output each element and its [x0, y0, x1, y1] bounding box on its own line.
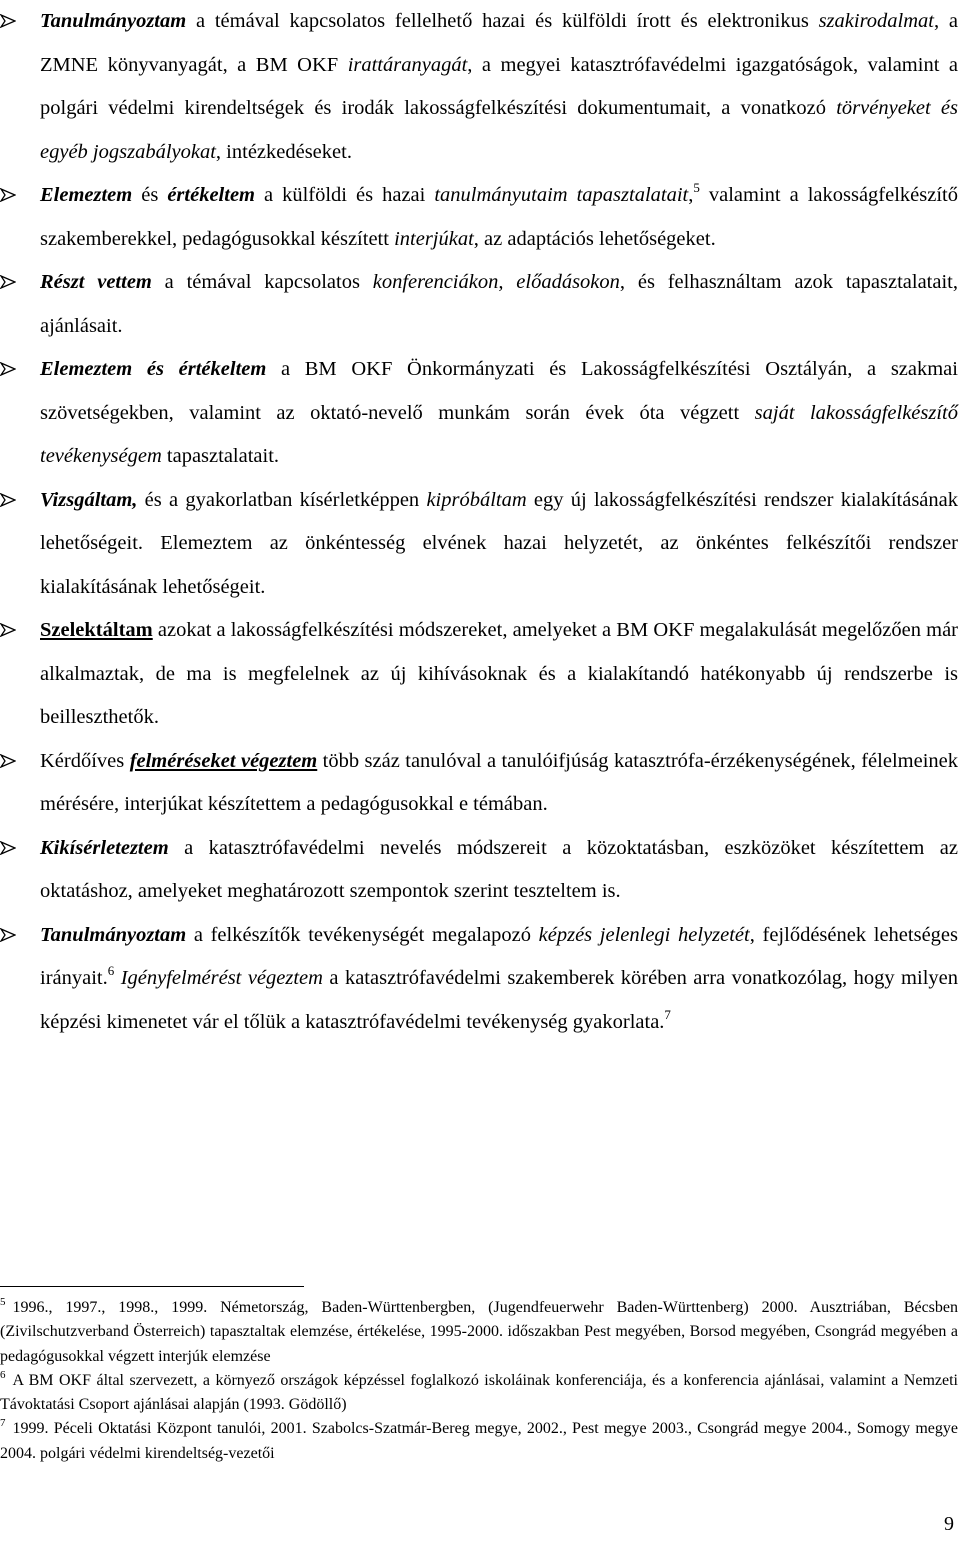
emphasis-text: interjúkat — [394, 227, 474, 250]
emphasis-text: Igényfelmérést végeztem — [120, 967, 323, 989]
emphasis-text: szakirodalmat — [818, 10, 934, 32]
emphasis-text: Elemeztem és értékeltem — [40, 358, 267, 380]
body-text: , az adaptációs lehetőségeket. — [473, 227, 716, 250]
body-text: és — [132, 184, 168, 206]
footnote — [0, 1296, 958, 1369]
emphasis-text: törvényeket és egyéb jogszabályokat — [40, 97, 958, 163]
emphasis-text: irattáranyagát — [347, 53, 468, 76]
page-number: 9 — [944, 1513, 954, 1535]
emphasis-text: konferenciákon, előadásokon — [372, 271, 620, 293]
body-text: a katasztrófavédelmi nevelés módszereit a közoktatásban, eszközöket készítettem az oktatáshoz, amelyeket meghatározott szempontok szerint teszteltem is. — [40, 836, 958, 902]
footnote-ref: 6 — [107, 963, 115, 978]
body-text: egy új lakosságfelkészítési rendszer kialakításának lehetőségeit. Elemeztem az önkéntesség elvének hazai helyzetét, az önkéntes felkészítői rendszer kialakításának lehetőségeit. — [40, 488, 958, 598]
footnote — [0, 1417, 958, 1466]
body-text: a külföldi és hazai — [254, 184, 435, 206]
emphasis-text: kipróbáltam — [426, 488, 527, 511]
list-item — [0, 827, 958, 914]
footnote-text: 1996., 1997., 1998., 1999. Németország, Baden-Württenbergben, (Jugendfeuerwehr Baden-Württenberg) 2000. Ausztriában, Bécsben (Zivilschutzverband Österreich) tapasztaltak elemzése, értékelése, 1995-2000. időszakban Pest megyében, Borsod megyében, Csongrád megyében a pedagógusokkal végzett interjúk elemzése — [0, 1299, 958, 1365]
emphasis-text: saját lakosságfelkészítő tevékenységem — [40, 401, 959, 467]
emphasis-text: felméréseket végeztem — [129, 749, 318, 772]
body-text: a témával kapcsolatos — [151, 271, 373, 293]
footnote-number: 6 — [0, 1368, 6, 1381]
list-item — [0, 740, 958, 827]
arrowhead-bullet-icon — [0, 609, 16, 653]
body-text: valamint a lakosságfelkészítő szakemberekkel, pedagógusokkal készített — [40, 184, 958, 250]
body-text: a felkészítők tevékenységét megalapozó — [186, 923, 539, 946]
arrowhead-bullet-icon — [0, 740, 16, 784]
body-text: , fejlődésének lehetséges irányait. — [40, 923, 958, 989]
footnote-text: 1999. Péceli Oktatási Központ tanulói, 2001. Szabolcs-Szatmár-Bereg megye, 2002., Pest megye 2003., Csongrád megye 2004., Somogy megye 2004. polgári védelmi kirendeltség-vezetői — [0, 1420, 958, 1462]
arrowhead-bullet-icon — [0, 479, 16, 523]
emphasis-text: Tanulmányoztam — [40, 923, 187, 946]
emphasis-text: tanulmányutaim tapasztalatait — [434, 184, 689, 206]
footnote-number: 7 — [0, 1417, 6, 1430]
arrowhead-bullet-icon — [0, 0, 16, 44]
footnote-separator — [0, 1286, 304, 1287]
emphasis-text: Vizsgáltam, — [40, 488, 138, 511]
body-text: és a gyakorlatban kísérletképpen — [137, 488, 427, 511]
body-text: több száz tanulóval a tanulóifjúság katasztrófa-érzékenységének, félelmeinek mérésére, interjúkat készítettem a pedagógusokkal e témában. — [40, 749, 958, 815]
body-text: , a megyei katasztrófavédelmi igazgatóságok, valamint a polgári védelmi kirendeltségek és irodák lakosságfelkészítési dokumentumait, a vonatkozó — [40, 53, 958, 119]
footnote-ref: 7 — [664, 1006, 671, 1022]
list-item — [0, 348, 958, 479]
body-text: Kérdőíves — [40, 749, 130, 772]
arrowhead-bullet-icon — [0, 261, 16, 305]
body-text: a BM OKF Önkormányzati és Lakosságfelkészítési Osztályán, a szakmai szövetségekben, valamint az oktató-nevelő munkám során évek óta végzett — [40, 358, 958, 424]
body-text: , a ZMNE könyvanyagát, a BM OKF — [40, 10, 958, 76]
list-item — [0, 261, 958, 348]
emphasis-text: értékeltem — [167, 184, 255, 206]
body-text: a témával kapcsolatos fellelhető hazai és külföldi írott és elektronikus — [186, 10, 819, 32]
list-item — [0, 174, 958, 261]
list-item — [0, 609, 958, 740]
body-text: a katasztrófavédelmi szakemberek körében arra vonatkozólag, hogy milyen képzési kimenetet vár el tőlük a katasztrófavédelmi tevékenység gyakorlata. — [40, 967, 958, 1033]
emphasis-text: Elemeztem — [40, 184, 133, 206]
footnote — [0, 1369, 958, 1418]
footnote-text: A BM OKF által szervezett, a környező országok képzéssel foglalkozó iskoláinak konferenciája, és a konferencia ajánlásai, valamint a Nemzeti Távoktatási Csoport ajánlásai alapján (1993. Gödöllő) — [0, 1371, 958, 1414]
footnote-ref: 5 — [693, 180, 700, 195]
emphasis-text: Részt vettem — [40, 271, 152, 293]
body-text: tapasztalatait. — [161, 445, 280, 467]
emphasis-text: Kikísérleteztem — [40, 836, 169, 859]
list-item — [0, 914, 958, 1045]
arrowhead-bullet-icon — [0, 174, 16, 218]
body-text: , és felhasználtam azok tapasztalatait, ajánlásait. — [40, 271, 958, 337]
arrowhead-bullet-icon — [0, 914, 16, 958]
footnotes — [0, 1296, 958, 1466]
footnote-number: 5 — [0, 1296, 6, 1308]
emphasis-text: képzés jelenlegi helyzetét — [538, 923, 750, 946]
arrowhead-bullet-icon — [0, 827, 16, 871]
emphasis-text: Tanulmányoztam — [40, 10, 187, 32]
body-text: azokat a lakosságfelkészítési módszereket, amelyeket a BM OKF megalakulását megelőzően már alkalmaztak, de ma is megfelelnek az új kihívásoknak és a kialakítandó hatékonyabb új rendszerbe is beilleszthetők. — [40, 619, 958, 728]
body-text: , intézkedéseket. — [215, 140, 352, 163]
list-item — [0, 479, 958, 610]
arrowhead-bullet-icon — [0, 348, 16, 392]
body-text: , — [688, 184, 694, 206]
list-item — [0, 0, 958, 174]
emphasis-text: Szelektáltam — [40, 619, 153, 641]
